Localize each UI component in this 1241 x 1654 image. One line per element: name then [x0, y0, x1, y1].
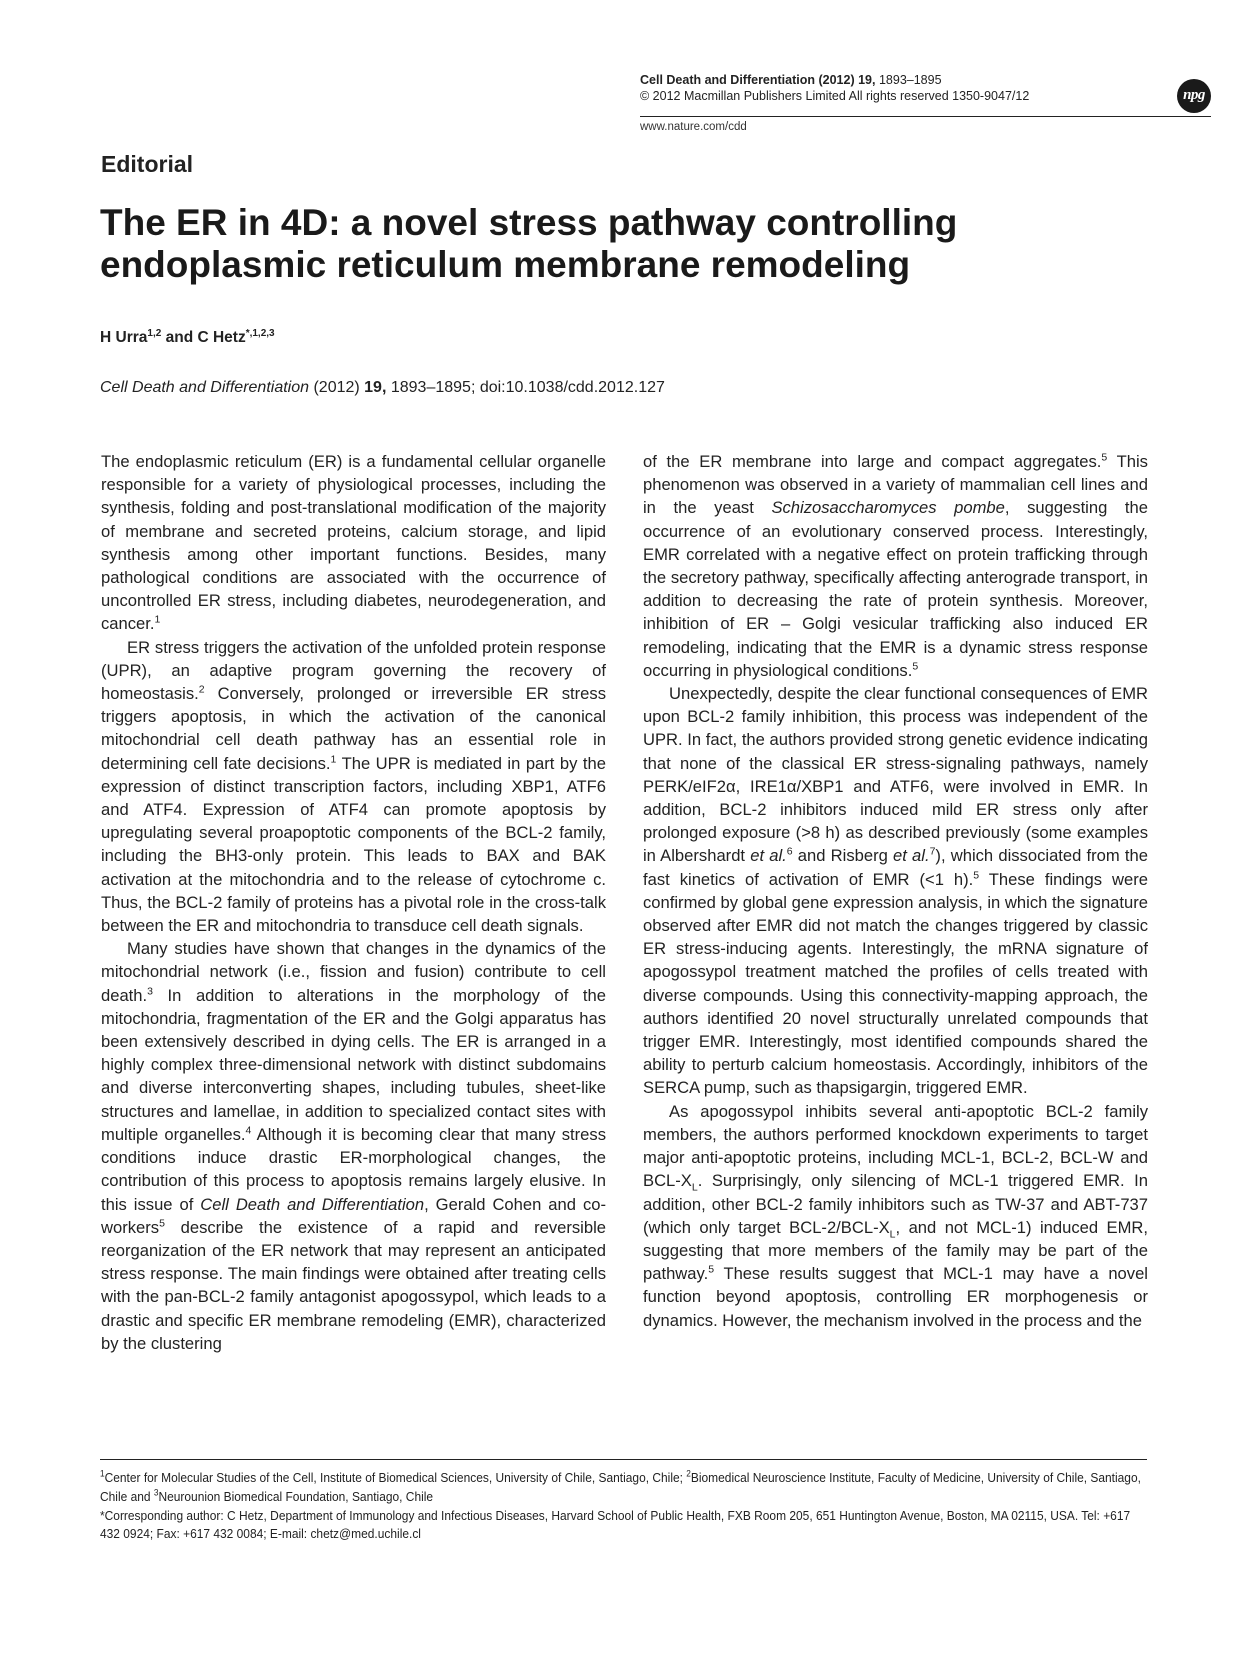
- corresponding-author-footnote: *Corresponding author: C Hetz, Department of Immunology and Infectious Diseases, Harvard School of Public Health, FXB Room 205, 651 Huntington Avenue, Boston, MA 02115, USA. Tel: +617 432 0924; Fax: +617 432 0084; E-mail: chetz@med.uchile.cl: [100, 1507, 1131, 1542]
- reference-marker[interactable]: 5: [159, 1217, 165, 1230]
- reference-marker[interactable]: 1: [330, 753, 337, 766]
- paragraph: of the ER membrane into large and compact aggregates.$^5$ This phenomenon was observed in a variety of mammalian cell lines and in the yeast Schizosaccharomyces pombe, suggesting the occurrence of an evolutionary conserved process. Interestingly, EMR correlated with a negative effect on protein trafficking through the secretory pathway, specifically affecting anterograde transport, in addition to decreasing the rate of protein synthesis. Moreover, inhibition of ER – Golgi vesicular trafficking also induced ER remodeling, indicating that the EMR is a dynamic stress response occurring in physiological conditions.$^5$: [643, 451, 1148, 680]
- affiliations-footnote: $^1$Center for Molecular Studies of the Cell, Institute of Biomedical Sciences, University of Chile, Santiago, Chile; $^2$Biomedical Neuroscience Institute, Faculty of Medicine, University of Chile, Santiago, Chile and $^3$Neurounion Biomedical Foundation, Santiago, Chile: [100, 1468, 1141, 1504]
- reference-marker[interactable]: 6: [786, 845, 793, 858]
- paragraph: As apogossypol inhibits several anti-apoptotic BCL-2 family members, the authors performed knockdown experiments to target major anti-apoptotic proteins, including MCL-1, BCL-2, BCL-W and BCL-$X_L$. Surprisingly, only silencing of MCL-1 triggered EMR. In addition, other BCL-2 family inhibitors such as TW-37 and ABT-737 (which only target BCL-$2/BCL-X_L$, and not MCL-1) induced EMR, suggesting that more members of the family may be part of the pathway.$^5$ These results suggest that MCL-1 may have a novel function beyond apoptosis, controlling ER morphogenesis or dynamics. However, the mechanism involved in the process and the: [643, 1101, 1148, 1330]
- section-label: Editorial: [101, 151, 194, 177]
- reference-marker[interactable]: 5: [708, 1263, 715, 1276]
- author-name: and C Hetz: [161, 329, 246, 347]
- paragraph: The endoplasmic reticulum (ER) is a fundamental cellular organelle responsible for a variety of physiological processes, including the synthesis, folding and post-translational modification of the majority of membrane and secreted proteins, calcium storage, and lipid synthesis among other important functions. Besides, many pathological conditions are associated with the occurrence of uncontrolled ER stress, including diabetes, neurodegeneration, and cancer.$^1$: [101, 452, 606, 634]
- body-column-right: [643, 450, 1148, 1332]
- author-name: H Urra: [100, 329, 148, 347]
- page-range: 1893–1895: [875, 73, 942, 87]
- paragraph: ER stress triggers the activation of the unfolded protein response (UPR), an adaptive program governing the recovery of homeostasis.$^2$ Conversely, prolonged or irreversible ER stress triggers apoptosis, in which the activation of the canonical mitochondrial cell death pathway has an essential role in determining cell fate decisions.$^1$ The UPR is mediated in part by the expression of distinct transcription factors, including XBP1, ATF6 and ATF4. Expression of ATF4 can promote apoptosis by upregulating several proapoptotic components of the BCL-2 family, including the BH3-only protein. This leads to BAX and BAK activation at the mitochondria and to the release of cytochrome c. Thus, the BCL-2 family of proteins has a pivotal role in the cross-talk between the ER and mitochondria to transduce cell death signals.: [101, 637, 606, 936]
- reference-marker[interactable]: 5: [912, 660, 919, 673]
- journal-header: [640, 72, 1210, 104]
- reference-marker[interactable]: 2: [198, 683, 205, 696]
- article-citation: Cell Death and Differentiation (2012) 19, 1893–1895; doi:10.1038/cdd.2012.127: [100, 379, 665, 396]
- reference-marker[interactable]: 1: [154, 613, 161, 626]
- citation-volume: 19,: [364, 379, 387, 396]
- paragraph: Unexpectedly, despite the clear functional consequences of EMR upon BCL-2 family inhibition, this process was independent of the UPR. In fact, the authors provided strong genetic evidence indicating that none of the classical ER stress-signaling pathways, namely PERK/eIF2α, IRE1α/XBP1 and ATF6, were involved in EMR. In addition, BCL-2 inhibitors induced mild ER stress only after prolonged exposure (>8 h) as described previously (some examples in Albershardt et al.$^6$ and Risberg et al.$^7$), which dissociated from the fast kinetics of activation of EMR (<1 h).$^5$ These findings were confirmed by global gene expression analysis, in which the signature observed after EMR did not match the changes triggered by classic ER stress-inducing agents. Interestingly, the mRNA signature of apogossypol treatment matched the profiles of cells treated with diverse compounds. Using this connectivity-mapping approach, the authors identified 20 novel structurally unrelated compounds that trigger EMR. Interestingly, most identified compounds shared the ability to perturb calcium homeostasis. Accordingly, inhibitors of the SERCA pump, such as thapsigargin, triggered EMR.: [643, 684, 1148, 1098]
- reference-marker[interactable]: 5: [973, 869, 980, 882]
- footnote-divider: [100, 1459, 1147, 1460]
- article-title: The ER in 4D: a novel stress pathway controlling endoplasmic reticulum membrane remodeling: [100, 202, 958, 285]
- author-affiliation: 1,2: [147, 328, 162, 339]
- reference-marker[interactable]: 4: [245, 1124, 252, 1137]
- copyright-line: © 2012 Macmillan Publishers Limited All rights reserved 1350-9047/12: [640, 89, 1030, 103]
- reference-marker[interactable]: 5: [1101, 451, 1108, 464]
- author-affiliation: *,1,2,3: [245, 328, 275, 339]
- citation-journal: Cell Death and Differentiation: [100, 379, 310, 396]
- journal-website-link[interactable]: www.nature.com/cdd: [640, 121, 747, 133]
- body-column-left: [101, 450, 606, 1355]
- reference-marker[interactable]: 7: [929, 845, 936, 858]
- journal-citation: Cell Death and Differentiation (2012) 19,: [640, 73, 876, 87]
- npg-logo: npg: [1177, 79, 1211, 113]
- citation-doi: 1893–1895; doi:10.1038/cdd.2012.127: [386, 379, 665, 396]
- header-divider: [640, 116, 1211, 117]
- footnotes: [100, 1469, 1147, 1544]
- paragraph: Many studies have shown that changes in the dynamics of the mitochondrial network (i.e., fission and fusion) contribute to cell death.$^3$ In addition to alterations in the morphology of the mitochondria, fragmentation of the ER and the Golgi apparatus has been extensively described in dying cells. The ER is arranged in a highly complex three-dimensional network with distinct subdomains and diverse interconverting shapes, including tubules, sheet-like structures and lamellae, in addition to specialized contact sites with multiple organelles.$^4$ Although it is becoming clear that many stress conditions induce drastic ER-morphological changes, the contribution of this process to apoptosis remains largely elusive. In this issue of Cell Death and Differentiation, Gerald Cohen and co-workers$^5$ describe the existence of a rapid and reversible reorganization of the ER network that may represent an anticipated stress response. The main findings were obtained after treating cells with the pan-BCL-2 family antagonist apogossypol, which leads to a drastic and specific ER membrane remodeling (EMR), characterized by the clustering: [101, 939, 607, 1353]
- author-list: [100, 328, 275, 347]
- reference-marker[interactable]: 3: [147, 985, 153, 998]
